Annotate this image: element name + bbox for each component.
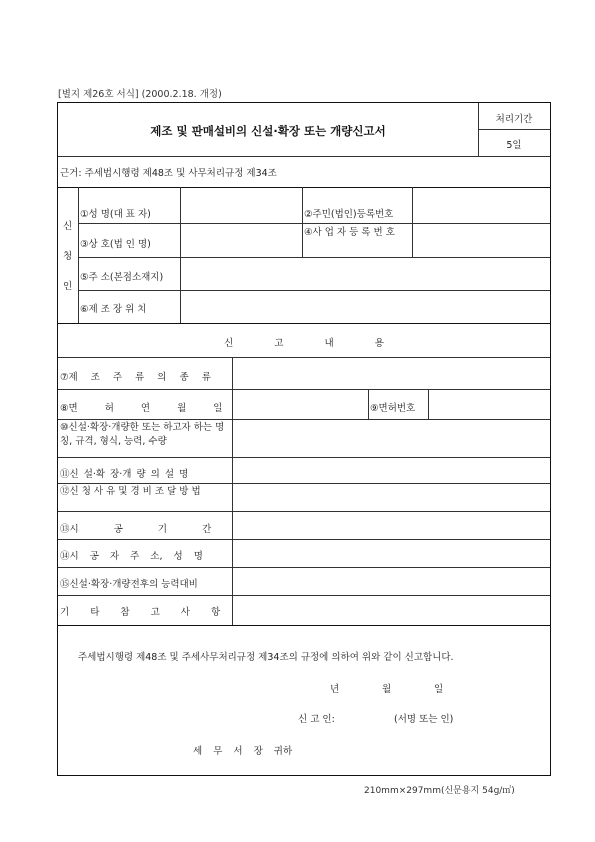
rule: [58, 389, 550, 390]
rule: [78, 290, 550, 291]
rule: [78, 223, 550, 224]
date-year: 년: [330, 684, 340, 695]
trade-name-label: ③상 호(법 인 명): [80, 239, 151, 250]
rule: [58, 357, 550, 358]
form-title: 제조 및 판매설비의 신설·확장 또는 개량신고서: [150, 124, 386, 138]
rule: [58, 595, 550, 596]
date-month: 월: [382, 684, 392, 695]
rule: [58, 419, 550, 420]
paper-spec: 210mm×297mm(신문용지 54g/㎡): [364, 786, 515, 796]
rule: [78, 187, 79, 323]
liquor-type-label: ⑦제 조 주 류 의 종 류: [60, 372, 211, 383]
processing-period-label: 처리기간: [495, 114, 533, 125]
rule: [78, 257, 550, 258]
reporter-label: 신 고 인:: [298, 714, 335, 725]
processing-period-value: 5일: [506, 140, 522, 151]
rule: [368, 389, 369, 419]
equipment-spec-label: ⑩신설·확장·개량한 또는 하고자 하는 명칭, 규격, 형식, 능력, 수량: [60, 422, 225, 447]
construction-period-label: ⑬시 공 기 간: [60, 524, 212, 535]
factory-location-label: ⑥제 조 장 위 치: [80, 304, 147, 315]
rule: [428, 389, 429, 419]
address-label: ⑤주 소(본점소재지): [80, 272, 164, 283]
rule: [232, 357, 233, 625]
form-number-note: [별지 제26호 서식] (2000.2.18. 개정): [58, 89, 222, 100]
applicant-side-label-2: 청: [63, 251, 73, 262]
rule: [58, 483, 550, 484]
signature-note: (서명 또는 인): [394, 714, 454, 725]
processing-divider: [478, 129, 550, 130]
rule: [58, 625, 550, 626]
date-day: 일: [434, 684, 444, 695]
applicant-side-label-3: 인: [63, 281, 73, 292]
contractor-label: ⑭시 공 자 주 소, 성 명: [60, 551, 203, 562]
rule: [58, 567, 550, 568]
license-number-label: ⑨면허번호: [370, 403, 416, 414]
report-form: [57, 102, 551, 776]
capacity-comparison-label: ⑮신설·확장·개량전후의 능력대비: [60, 579, 198, 590]
business-number-label: ④사 업 자 등 록 번 호: [304, 227, 395, 238]
rule: [58, 511, 550, 512]
rule: [58, 539, 550, 540]
rule: [58, 156, 550, 157]
license-date-label: ⑧면 허 연 월 일: [60, 403, 223, 414]
rule: [180, 187, 181, 323]
declaration-text: 주세법시행령 제48조 및 주세사무처리규정 제34조의 규정에 의하여 위와 같이 신고합니다.: [78, 652, 454, 663]
reason-and-funding-label: ⑫신 청 사 유 및 경 비 조 달 방 법: [60, 486, 201, 497]
rule: [58, 187, 550, 188]
expansion-description-label: ⑪신 설·확 장·개 량 의 설 명: [60, 469, 189, 480]
registration-number-label: ②주민(법인)등록번호: [304, 209, 394, 220]
legal-basis: 근거: 주세법시행령 제48조 및 사무처리규정 제34조: [60, 168, 277, 179]
name-label: ①성 명(대 표 자): [80, 209, 151, 220]
applicant-side-label-1: 신: [63, 221, 73, 232]
other-notes-label: 기 타 참 고 사 항: [60, 607, 221, 618]
report-contents-title: 신 고 내 용: [224, 338, 384, 349]
rule: [58, 323, 550, 324]
rule: [58, 457, 550, 458]
rule: [302, 187, 303, 257]
rule: [412, 187, 413, 257]
addressee: 세 무 서 장 귀하: [193, 746, 293, 757]
